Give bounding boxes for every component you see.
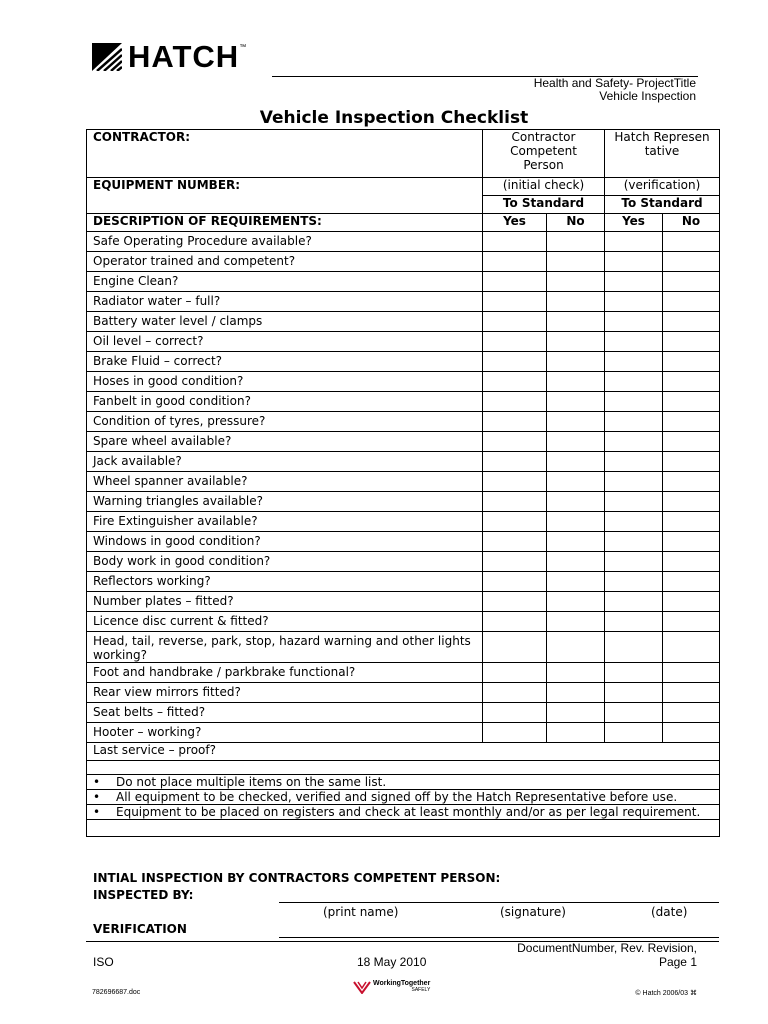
- requirement-row: [87, 683, 720, 703]
- hatch-no-cell[interactable]: [663, 272, 720, 292]
- requirement-row: [87, 332, 720, 352]
- hatch-no-cell[interactable]: [663, 392, 720, 412]
- checklist-table: [86, 129, 720, 838]
- requirement-label: Safe Operating Procedure available?: [87, 232, 483, 252]
- equipment-number-label: EQUIPMENT NUMBER:: [93, 178, 241, 192]
- hatch-yes-cell[interactable]: [605, 572, 663, 592]
- hatch-yes-cell[interactable]: [605, 332, 663, 352]
- contractor-no-cell[interactable]: [547, 312, 605, 332]
- requirement-row: [87, 252, 720, 272]
- requirement-label: Operator trained and competent?: [87, 252, 483, 272]
- hatch-yes-cell[interactable]: [605, 592, 663, 612]
- logo-wordmark: HATCH: [128, 39, 240, 74]
- bullet-icon: •: [93, 775, 101, 789]
- requirement-label: Body work in good condition?: [87, 552, 483, 572]
- footer-doc-number: DocumentNumber, Rev. Revision,: [517, 941, 697, 955]
- requirement-label: Fanbelt in good condition?: [87, 392, 483, 412]
- hatch-no-cell[interactable]: [663, 292, 720, 312]
- requirement-label: Brake Fluid – correct?: [87, 352, 483, 372]
- hatch-yes-cell[interactable]: [605, 432, 663, 452]
- note-text: Do not place multiple items on the same list.: [116, 775, 387, 789]
- contractor-no-cell[interactable]: [547, 632, 605, 663]
- hatch-yes-cell[interactable]: [605, 392, 663, 412]
- spacer-cell: [87, 761, 720, 775]
- requirement-row: [87, 392, 720, 412]
- to-standard-hatch: To Standard: [605, 196, 720, 214]
- contractor-yes-cell[interactable]: [483, 532, 547, 552]
- contractor-no-cell[interactable]: [547, 703, 605, 723]
- working-together-logo: [353, 980, 430, 994]
- requirement-label: Reflectors working?: [87, 572, 483, 592]
- contractor-no-cell[interactable]: [547, 432, 605, 452]
- footer-copyright: © Hatch 2006/03 ⌘: [635, 990, 697, 997]
- hatch-no-cell[interactable]: [663, 432, 720, 452]
- contractor-no-cell[interactable]: [547, 392, 605, 412]
- contractor-field[interactable]: [87, 130, 483, 178]
- contractor-yes-cell[interactable]: [483, 552, 547, 572]
- hatch-yes-cell[interactable]: [605, 612, 663, 632]
- requirement-row: [87, 232, 720, 252]
- hatch-no-cell[interactable]: [663, 532, 720, 552]
- requirement-row: [87, 432, 720, 452]
- last-service-row: [87, 743, 720, 761]
- requirement-label: Windows in good condition?: [87, 532, 483, 552]
- hatch-no-cell[interactable]: [663, 452, 720, 472]
- table-bottom: [87, 837, 720, 838]
- requirement-row: [87, 352, 720, 372]
- to-standard-contractor: To Standard: [483, 196, 605, 214]
- inspected-by-label: INSPECTED BY:: [93, 888, 194, 902]
- contractor-no-cell[interactable]: [547, 232, 605, 252]
- equipment-number-field[interactable]: [87, 178, 483, 214]
- page-title: Vehicle Inspection Checklist: [259, 108, 529, 128]
- contractor-yes-cell[interactable]: [483, 412, 547, 432]
- hatch-yes-cell[interactable]: [605, 292, 663, 312]
- contractor-yes-cell[interactable]: [483, 392, 547, 412]
- requirement-label: Oil level – correct?: [87, 332, 483, 352]
- note-cell: [87, 775, 720, 790]
- hatch-yes-cell[interactable]: [605, 703, 663, 723]
- contractor-no-cell[interactable]: [547, 552, 605, 572]
- working-together-text: WorkingTogether: [373, 980, 431, 987]
- contractor-yes-cell[interactable]: [483, 683, 547, 703]
- contractor-no-cell[interactable]: [547, 612, 605, 632]
- contractor-no-cell[interactable]: [547, 683, 605, 703]
- hatch-logo: [92, 39, 247, 74]
- requirement-label: Licence disc current & fitted?: [87, 612, 483, 632]
- requirement-label: Warning triangles available?: [87, 492, 483, 512]
- note-row: [87, 790, 720, 805]
- contractor-yes-cell[interactable]: [483, 632, 547, 663]
- contractor-no-cell[interactable]: [547, 572, 605, 592]
- requirement-label: Engine Clean?: [87, 272, 483, 292]
- hatch-no-cell[interactable]: [663, 703, 720, 723]
- note-text: All equipment to be checked, verified and signed off by the Hatch Representative before use.: [116, 790, 678, 804]
- contractor-yes-cell[interactable]: [483, 512, 547, 532]
- contractor-no-cell[interactable]: [547, 372, 605, 392]
- equipment-row: [87, 178, 720, 196]
- footer-page: Page 1: [658, 955, 697, 969]
- footer-filename: 782696687.doc: [92, 989, 141, 996]
- hatch-yes-cell[interactable]: [605, 252, 663, 272]
- requirement-row: [87, 412, 720, 432]
- verification-heading: VERIFICATION: [93, 922, 187, 936]
- hatch-yes-cell[interactable]: [605, 532, 663, 552]
- contractor-yes-header: Yes: [483, 214, 547, 232]
- safely-text: SAFELY: [411, 987, 431, 993]
- contractor-yes-cell[interactable]: [483, 432, 547, 452]
- contractor-no-header: No: [547, 214, 605, 232]
- hatch-no-cell[interactable]: [663, 352, 720, 372]
- hatch-no-cell[interactable]: [663, 612, 720, 632]
- requirement-label: Foot and handbrake / parkbrake functional?: [87, 663, 483, 683]
- requirement-row: [87, 723, 720, 743]
- hatch-no-cell[interactable]: [663, 492, 720, 512]
- note-text: Equipment to be placed on registers and check at least monthly and/or as per legal requirement.: [116, 805, 701, 819]
- hatch-no-cell[interactable]: [663, 663, 720, 683]
- hatch-no-cell[interactable]: [663, 512, 720, 532]
- contractor-yes-cell[interactable]: [483, 372, 547, 392]
- contractor-yes-cell[interactable]: [483, 232, 547, 252]
- requirement-row: [87, 452, 720, 472]
- contractor-no-cell[interactable]: [547, 272, 605, 292]
- contractor-yes-cell[interactable]: [483, 723, 547, 743]
- contractor-row: [87, 130, 720, 178]
- requirement-row: [87, 512, 720, 532]
- hatch-yes-cell[interactable]: [605, 472, 663, 492]
- requirement-label: Wheel spanner available?: [87, 472, 483, 492]
- hatch-yes-cell[interactable]: [605, 632, 663, 663]
- note-row: [87, 805, 720, 820]
- spacer-row: [87, 820, 720, 837]
- hatch-no-cell[interactable]: [663, 723, 720, 743]
- hatch-yes-cell[interactable]: [605, 512, 663, 532]
- contractor-no-cell[interactable]: [547, 723, 605, 743]
- hatch-no-header: No: [663, 214, 720, 232]
- requirement-row: [87, 612, 720, 632]
- hatch-yes-header: Yes: [605, 214, 663, 232]
- requirement-row: [87, 632, 720, 663]
- requirement-label: Number plates – fitted?: [87, 592, 483, 612]
- hatch-yes-cell[interactable]: [605, 372, 663, 392]
- description-header-row: [87, 214, 720, 232]
- hatch-no-cell[interactable]: [663, 412, 720, 432]
- requirement-row: [87, 703, 720, 723]
- contractor-no-cell[interactable]: [547, 252, 605, 272]
- hatch-no-cell[interactable]: [663, 332, 720, 352]
- contractor-yes-cell[interactable]: [483, 312, 547, 332]
- hatch-yes-cell[interactable]: [605, 232, 663, 252]
- contractor-yes-cell[interactable]: [483, 572, 547, 592]
- requirement-label: Seat belts – fitted?: [87, 703, 483, 723]
- hatch-yes-cell[interactable]: [605, 492, 663, 512]
- contractor-no-cell[interactable]: [547, 452, 605, 472]
- requirement-row: [87, 372, 720, 392]
- header-line-2: Vehicle Inspection: [599, 89, 696, 103]
- description-header: DESCRIPTION OF REQUIREMENTS:: [87, 214, 483, 232]
- requirement-row: [87, 592, 720, 612]
- working-together-icon: [353, 980, 371, 994]
- requirement-row: [87, 572, 720, 592]
- requirement-label: Battery water level / clamps: [87, 312, 483, 332]
- contractor-yes-cell[interactable]: [483, 492, 547, 512]
- requirement-row: [87, 272, 720, 292]
- contractor-yes-cell[interactable]: [483, 352, 547, 372]
- footer-date: 18 May 2010: [357, 955, 427, 969]
- hatch-no-cell[interactable]: [663, 552, 720, 572]
- bullet-icon: •: [93, 790, 101, 804]
- col-header-contractor: Contractor Competent Person: [483, 130, 605, 178]
- hatch-yes-cell[interactable]: [605, 723, 663, 743]
- requirement-label: Rear view mirrors fitted?: [87, 683, 483, 703]
- contractor-no-cell[interactable]: [547, 352, 605, 372]
- contractor-yes-cell[interactable]: [483, 472, 547, 492]
- hatch-yes-cell[interactable]: [605, 272, 663, 292]
- hatch-no-cell[interactable]: [663, 683, 720, 703]
- requirement-row: [87, 663, 720, 683]
- hatch-no-cell[interactable]: [663, 632, 720, 663]
- hatch-yes-cell[interactable]: [605, 412, 663, 432]
- hatch-yes-cell[interactable]: [605, 352, 663, 372]
- requirement-row: [87, 492, 720, 512]
- requirement-row: [87, 552, 720, 572]
- signature-line-inspected[interactable]: [279, 902, 719, 903]
- contractor-yes-cell[interactable]: [483, 703, 547, 723]
- hatch-no-cell[interactable]: [663, 372, 720, 392]
- contractor-yes-cell[interactable]: [483, 272, 547, 292]
- last-service-label: Last service – proof?: [87, 743, 720, 761]
- requirement-label: Head, tail, reverse, park, stop, hazard warning and other lights working?: [87, 632, 483, 663]
- bullet-icon: •: [93, 805, 101, 819]
- hatch-yes-cell[interactable]: [605, 312, 663, 332]
- contractor-no-cell[interactable]: [547, 532, 605, 552]
- note-row: [87, 775, 720, 790]
- hatch-yes-cell[interactable]: [605, 683, 663, 703]
- contractor-yes-cell[interactable]: [483, 332, 547, 352]
- contractor-no-cell[interactable]: [547, 472, 605, 492]
- hatch-no-cell[interactable]: [663, 472, 720, 492]
- contractor-yes-cell[interactable]: [483, 612, 547, 632]
- requirement-label: Hooter – working?: [87, 723, 483, 743]
- signature-label: (signature): [500, 905, 566, 919]
- contractor-no-cell[interactable]: [547, 592, 605, 612]
- print-name-label: (print name): [323, 905, 399, 919]
- hatch-yes-cell[interactable]: [605, 452, 663, 472]
- contractor-no-cell[interactable]: [547, 292, 605, 312]
- spacer-cell: [87, 820, 720, 837]
- requirement-label: Hoses in good condition?: [87, 372, 483, 392]
- header-line-1: Health and Safety- ProjectTitle: [533, 76, 696, 90]
- requirement-label: Fire Extinguisher available?: [87, 512, 483, 532]
- signature-line-verification[interactable]: [279, 937, 719, 938]
- contractor-no-cell[interactable]: [547, 412, 605, 432]
- hatch-yes-cell[interactable]: [605, 663, 663, 683]
- contractor-yes-cell[interactable]: [483, 292, 547, 312]
- footer-iso: ISO: [93, 955, 114, 969]
- note-cell: [87, 790, 720, 805]
- verification-label: (verification): [605, 178, 720, 196]
- contractor-no-cell[interactable]: [547, 492, 605, 512]
- requirement-row: [87, 292, 720, 312]
- date-label: (date): [651, 905, 688, 919]
- hatch-no-cell[interactable]: [663, 252, 720, 272]
- contractor-no-cell[interactable]: [547, 512, 605, 532]
- contractor-label: CONTRACTOR:: [93, 130, 190, 144]
- contractor-yes-cell[interactable]: [483, 252, 547, 272]
- requirement-label: Radiator water – full?: [87, 292, 483, 312]
- requirement-row: [87, 312, 720, 332]
- contractor-no-cell[interactable]: [547, 332, 605, 352]
- contractor-no-cell[interactable]: [547, 663, 605, 683]
- contractor-yes-cell[interactable]: [483, 592, 547, 612]
- requirement-row: [87, 472, 720, 492]
- contractor-yes-cell[interactable]: [483, 663, 547, 683]
- hatch-yes-cell[interactable]: [605, 552, 663, 572]
- header-project-info: [534, 77, 696, 103]
- hatch-no-cell[interactable]: [663, 592, 720, 612]
- note-cell: [87, 805, 720, 820]
- spacer-row: [87, 761, 720, 775]
- logo-trademark: ™: [239, 43, 247, 51]
- hatch-logo-icon: [92, 43, 122, 71]
- hatch-no-cell[interactable]: [663, 232, 720, 252]
- requirement-row: [87, 532, 720, 552]
- col-header-hatch: Hatch Representative: [605, 130, 720, 178]
- hatch-no-cell[interactable]: [663, 572, 720, 592]
- requirement-label: Spare wheel available?: [87, 432, 483, 452]
- contractor-yes-cell[interactable]: [483, 452, 547, 472]
- initial-check-label: (initial check): [483, 178, 605, 196]
- requirement-label: Jack available?: [87, 452, 483, 472]
- requirement-label: Condition of tyres, pressure?: [87, 412, 483, 432]
- hatch-no-cell[interactable]: [663, 312, 720, 332]
- inspection-heading: INTIAL INSPECTION BY CONTRACTORS COMPETENT PERSON:: [93, 871, 501, 885]
